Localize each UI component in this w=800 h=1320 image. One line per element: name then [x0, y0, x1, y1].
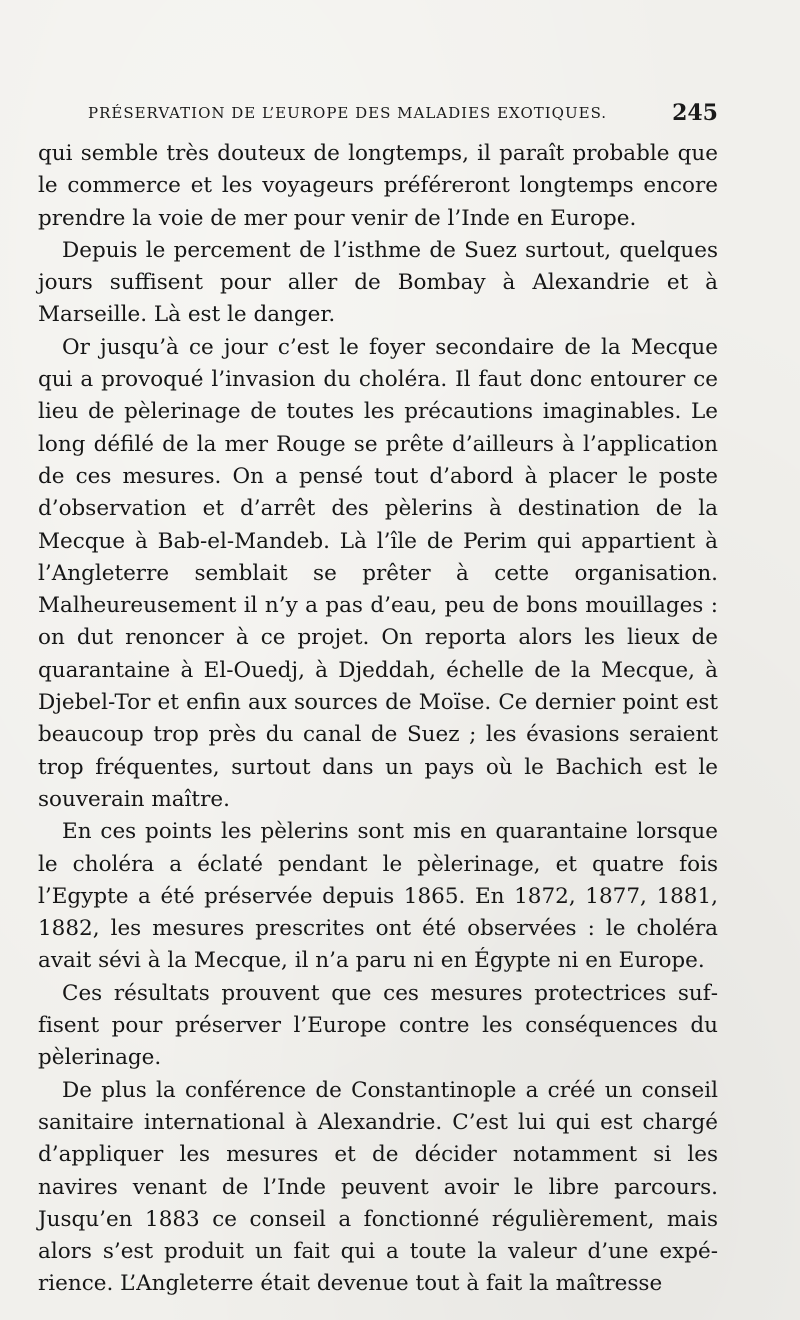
paragraph-quarantaine: En ces points les pèlerins sont mis en quarantaine lorsque le choléra a éclaté pendant le pèlerinage, et quatre fois l’Egypte a été préservée depuis 1865. En 1872, 1877, 1881, 1882, les mesures prescrites ont été observées : le choléra avait sévi à la Mecque, il n’a paru ni en Égypte ni en Europe. — [38, 819, 718, 974]
paragraph-conseil-sanitaire: De plus la conférence de Constantinople a créé un conseil sanitaire international à Alexandrie. C’est lui qui est chargé d’appliquer les mesures et de décider notamment si les navires venant de l’Inde peuvent avoir le libre parcours. Jusqu’en 1883 ce conseil a fonctionné régulièrement, mais alors s’est produit un fait qui a toute la valeur d’une expérience. L’Angleterre était devenue tout à fait la maîtresse — [38, 1077, 718, 1297]
paragraph-suez: Depuis le percement de l’isthme de Suez surtout, quelques jours suffisent pour aller de Bombay à Alexandrie et à Marseille. Là est le danger. — [38, 237, 718, 328]
paragraph-mecque: Or jusqu’à ce jour c’est le foyer secondaire de la Mecque qui a provoqué l’invasion du choléra. Il faut donc entourer ce lieu de pèlerinage de toutes les précautions imaginables. Le long défilé de la mer Rouge se prête d’ailleurs à l’application de ces mesures. On a pensé tout d’abord à placer le poste d’observation et d’arrêt des pèlerins à destination de la Mecque à Bab-el-Mandeb. Là l’île de Perim qui appartient à l’Angleterre semblait se prêter à cette organisation. Malheureusement il n’y a pas d’eau, peu de bons mouillages : on dut renoncer à ce projet. On reporta alors les lieux de quarantaine à El-Ouedj, à Djeddah, échelle de la Mecque, à Djebel-Tor et enfin aux sources de Moïse. Ce dernier point est beaucoup trop près du canal de Suez ; les évasions seraient trop fréquentes, surtout dans un pays où le Bachich est le souverain maître. — [38, 334, 718, 812]
running-title: PRÉSERVATION DE L’EUROPE DES MALADIES EXOTIQUES. — [88, 104, 608, 122]
body-text — [38, 138, 718, 1301]
page-number: 245 — [672, 100, 718, 126]
page-header — [88, 100, 718, 132]
paragraph-resultats: Ces résultats prouvent que ces mesures protectrices suffisent pour préserver l’Europe contre les conséquences du pèlerinage. — [38, 980, 718, 1071]
paragraph-continuation: qui semble très douteux de longtemps, il paraît probable que le commerce et les voyageurs préféreront longtemps encore prendre la voie de mer pour venir de l’Inde en Europe. — [38, 141, 718, 231]
